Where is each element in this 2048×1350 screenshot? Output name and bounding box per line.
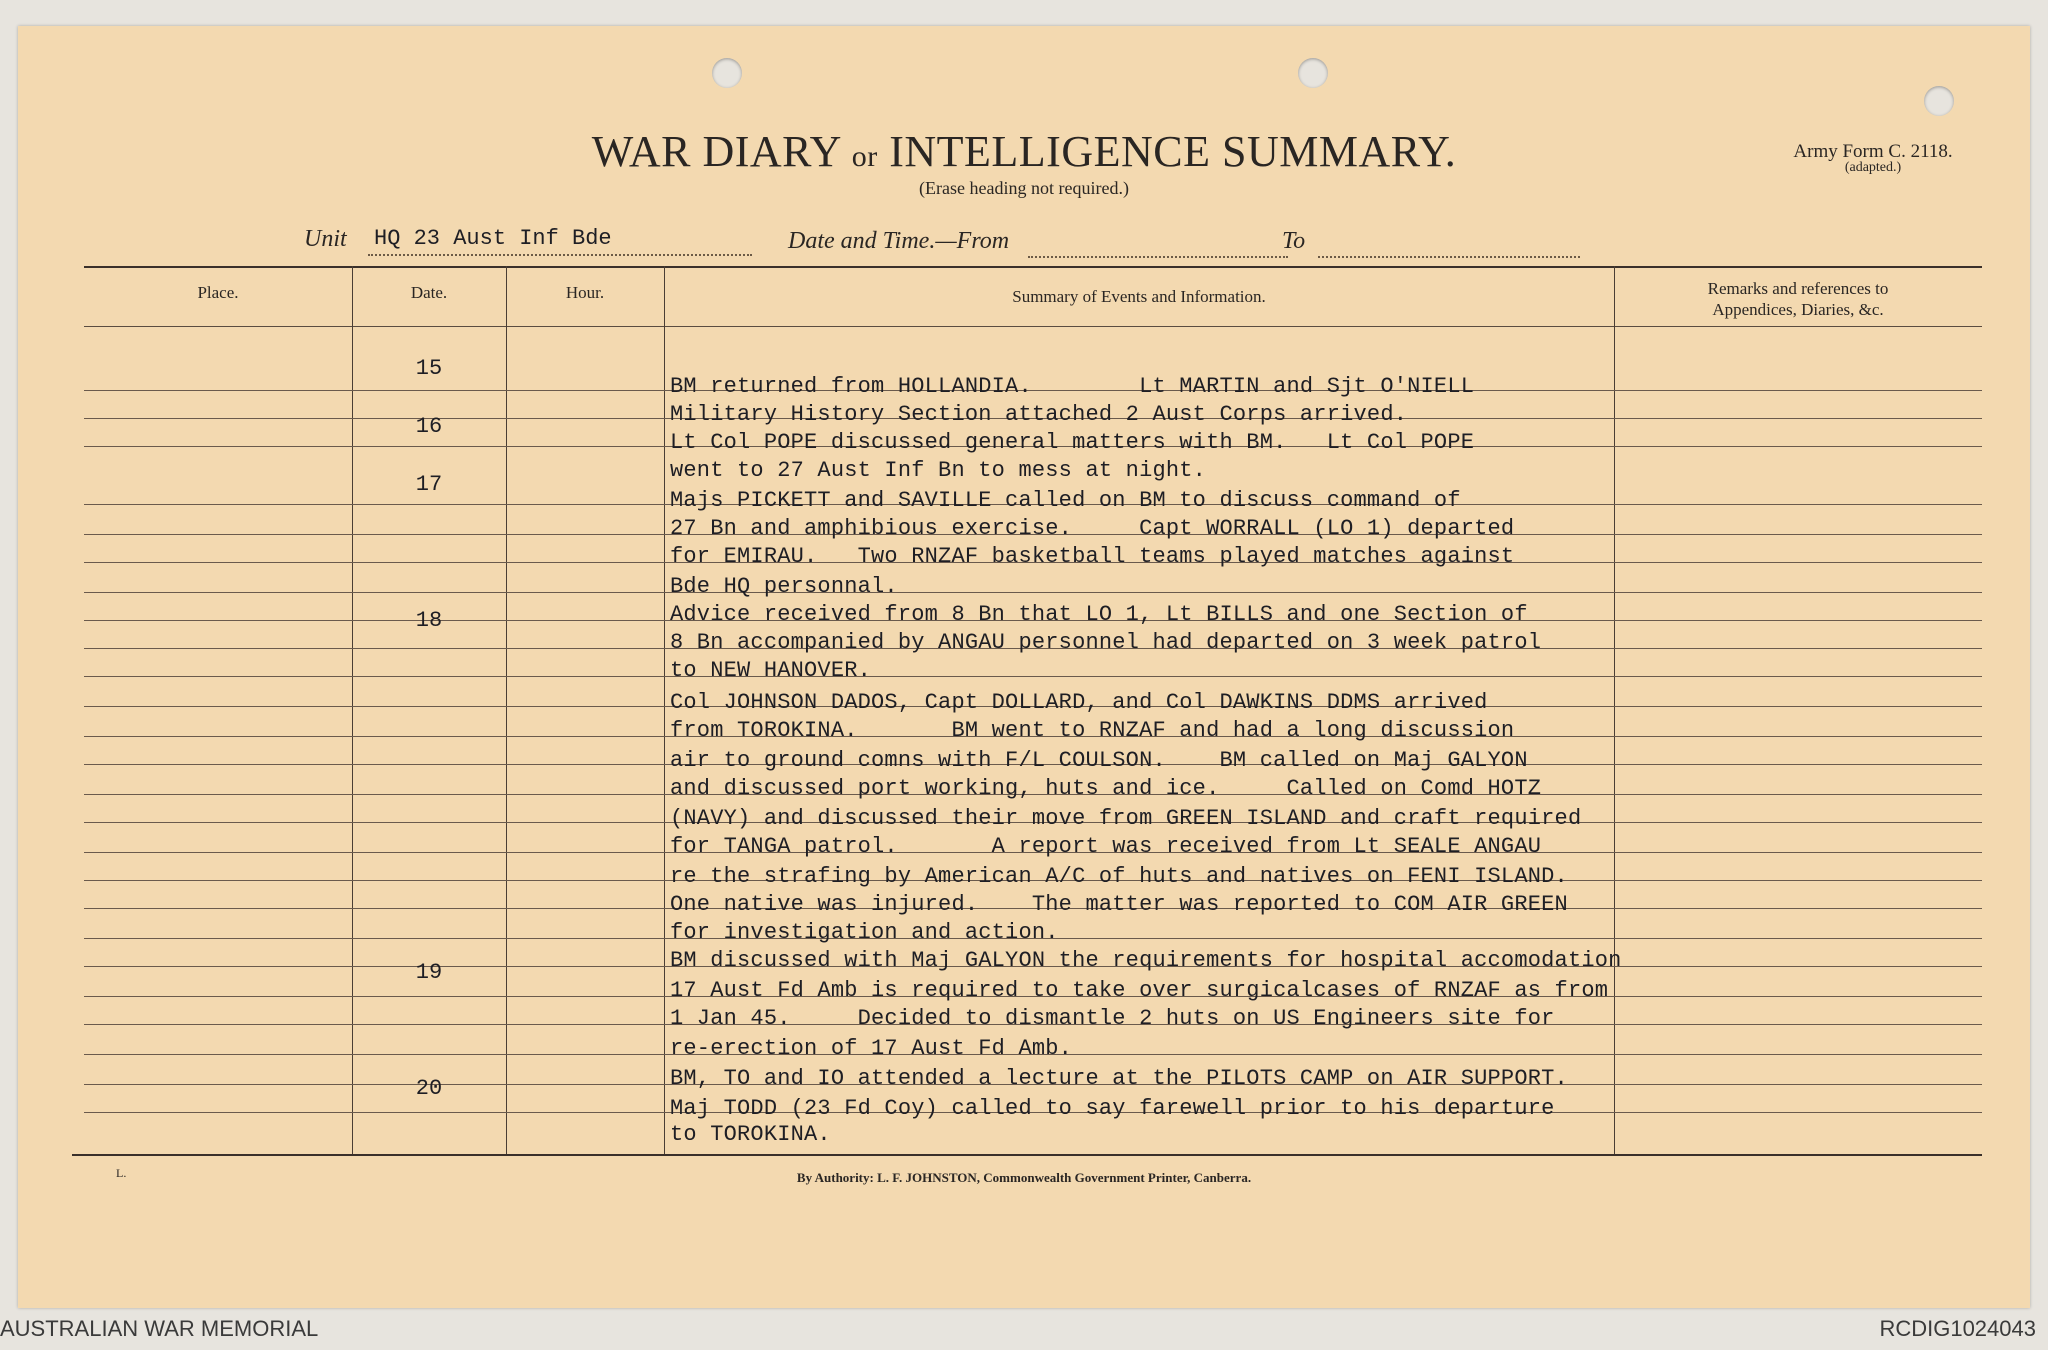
diary-line: Col JOHNSON DADOS, Capt DOLLARD, and Col DAWKINS DDMS arrived	[670, 690, 1488, 715]
column-divider-hour	[664, 266, 665, 1156]
date-entry: 15	[415, 356, 443, 381]
footer-mark: L.	[116, 1166, 127, 1180]
date-entry: 17	[415, 472, 443, 497]
column-header-hour: Hour.	[565, 283, 605, 302]
diary-line: Advice received from 8 Bn that LO 1, Lt BILLS and one Section of	[670, 602, 1528, 627]
column-header-summary: Summary of Events and Information.	[1012, 287, 1266, 306]
diary-line: One native was injured. The matter was reported to COM AIR GREEN	[670, 892, 1568, 917]
to-dotted-line	[1318, 256, 1580, 258]
army-form-number	[1758, 142, 1988, 175]
diary-line: from TOROKINA. BM went to RNZAF and had a long discussion	[670, 718, 1515, 743]
column-divider-summary	[1614, 266, 1615, 1156]
column-divider-place	[352, 266, 353, 1156]
ruled-line	[84, 676, 1982, 677]
remarks-header-line-1: Remarks and references to	[1707, 279, 1889, 298]
table-bottom-border	[72, 1154, 1982, 1156]
diary-line: air to ground comns with F/L COULSON. BM called on Maj GALYON	[670, 748, 1528, 773]
diary-line: Majs PICKETT and SAVILLE called on BM to discuss command of	[670, 488, 1461, 513]
archive-caption-right: RCDIG1024043	[1879, 1316, 2036, 1341]
diary-line: 17 Aust Fd Amb is required to take over surgicalcases of RNZAF as from	[670, 978, 1609, 1003]
date-time-label: Date and Time.—From	[788, 228, 1010, 254]
punch-hole-left	[712, 58, 742, 88]
diary-line: and discussed port working, huts and ice. Called on Comd HOTZ	[670, 776, 1542, 801]
form-subtitle: (Erase heading not required.)	[919, 178, 1129, 198]
title-intelligence-summary: INTELLIGENCE SUMMARY.	[889, 127, 1457, 176]
diary-line: 1 Jan 45. Decided to dismantle 2 huts on US Engineers site for	[670, 1006, 1555, 1031]
table-top-border	[84, 266, 1982, 268]
date-entry: 16	[415, 414, 443, 439]
diary-line: for EMIRAU. Two RNZAF basketball teams played matches against	[670, 544, 1515, 569]
army-form-label: Army Form C. 2118.	[1793, 141, 1953, 162]
date-entry: 20	[415, 1076, 443, 1101]
title-war-diary: WAR DIARY	[591, 127, 841, 176]
diary-line: 27 Bn and amphibious exercise. Capt WORRALL (LO 1) departed	[670, 516, 1515, 541]
army-form-note: (adapted.)	[1844, 160, 1902, 175]
diary-line: 8 Bn accompanied by ANGAU personnel had departed on 3 week patrol	[670, 630, 1542, 655]
column-header-place: Place.	[197, 283, 239, 302]
from-dotted-line	[1028, 256, 1288, 258]
diary-line: BM discussed with Maj GALYON the requirements for hospital accomodation	[670, 948, 1622, 973]
column-header-date: Date.	[410, 283, 448, 302]
punch-hole-center	[1298, 58, 1328, 88]
title-or: or	[851, 140, 878, 173]
diary-line: went to 27 Aust Inf Bn to mess at night.	[670, 458, 1207, 483]
diary-line: BM returned from HOLLANDIA. Lt MARTIN and Sjt O'NIELL	[670, 374, 1475, 399]
punch-hole-right	[1924, 86, 1954, 116]
table-header-divider	[84, 326, 1982, 327]
date-entry: 19	[415, 960, 443, 985]
remarks-header-line-2: Appendices, Diaries, &c.	[1712, 300, 1884, 320]
ruled-line	[84, 592, 1982, 593]
diary-line: Bde HQ personnal.	[670, 574, 898, 599]
printer-authority: By Authority: L. F. JOHNSTON, Commonwealth Government Printer, Canberra.	[796, 1170, 1252, 1185]
column-divider-date	[506, 266, 507, 1156]
date-entry: 18	[415, 608, 443, 633]
diary-line: to TOROKINA.	[670, 1122, 831, 1147]
column-header-remarks	[1614, 278, 1982, 321]
form-title	[18, 126, 2030, 177]
to-label: To	[1282, 228, 1306, 254]
diary-line: for TANGA patrol. A report was received from Lt SEALE ANGAU	[670, 834, 1542, 859]
archive-caption-left: AUSTRALIAN WAR MEMORIAL	[0, 1316, 319, 1341]
war-diary-sheet	[18, 26, 2030, 1308]
diary-line: (NAVY) and discussed their move from GREEN ISLAND and craft required	[670, 806, 1582, 831]
diary-line: re the strafing by American A/C of huts and natives on FENI ISLAND.	[670, 864, 1568, 889]
diary-line: Lt Col POPE discussed general matters with BM. Lt Col POPE	[670, 430, 1475, 455]
diary-line: Military History Section attached 2 Aust Corps arrived.	[670, 402, 1408, 427]
unit-dotted-line	[368, 254, 752, 256]
diary-line: re-erection of 17 Aust Fd Amb.	[670, 1036, 1073, 1061]
unit-value: HQ 23 Aust Inf Bde	[374, 226, 612, 251]
diary-line: Maj TODD (23 Fd Coy) called to say farewell prior to his departure	[670, 1096, 1555, 1121]
diary-line: for investigation and action.	[670, 920, 1059, 945]
unit-label: Unit	[304, 226, 347, 252]
diary-line: BM, TO and IO attended a lecture at the PILOTS CAMP on AIR SUPPORT.	[670, 1066, 1568, 1091]
diary-line: to NEW HANOVER.	[670, 658, 872, 683]
